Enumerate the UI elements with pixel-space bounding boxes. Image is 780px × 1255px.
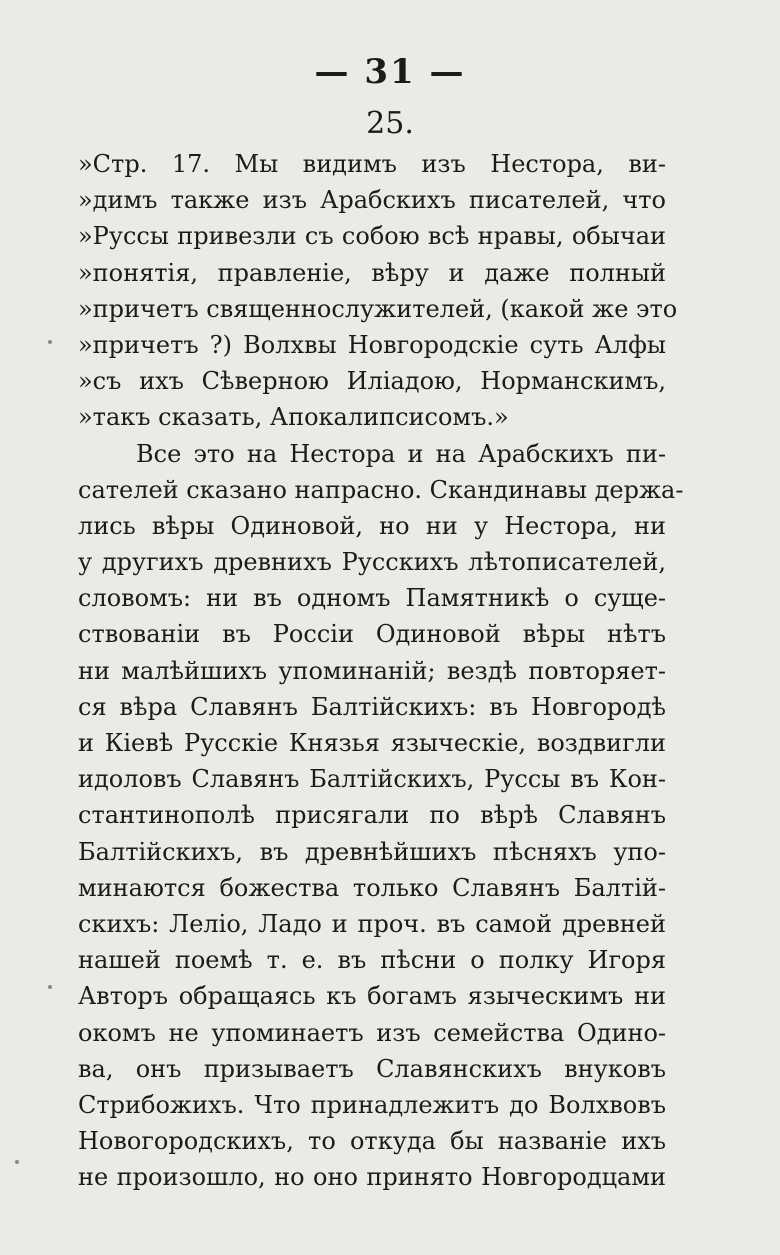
text-line: »димъ также изъ Арабскихъ писателей, что: [78, 186, 666, 215]
text-line: »причетъ священнослужителей, (какой же это: [78, 294, 678, 323]
text-line: »причетъ ?) Волхвы Новгородскіе суть Алфы: [78, 330, 666, 359]
text-line: »понятія, правленіе, вѣру и даже полный: [78, 258, 666, 287]
paragraph-first-line: Все это на Нестора и на Арабскихъ пи-: [136, 439, 666, 468]
paper-speck: [48, 985, 52, 989]
text-line: у другихъ древнихъ Русскихъ лѣтописателей,: [78, 548, 666, 577]
text-line: лись вѣры Одиновой, но ни у Нестора, ни: [78, 511, 666, 540]
text-line: не произошло, но оно принято Новгородцами: [78, 1163, 666, 1192]
text-line: минаются божества только Славянъ Балтій-: [78, 873, 666, 902]
page-text-body: [78, 146, 684, 1195]
paper-speck: [15, 1160, 19, 1164]
text-line: и Кіевѣ Русскіе Князья языческіе, воздвигли: [78, 729, 666, 757]
text-line: »такъ сказать, Апокалипсисомъ.»: [78, 403, 509, 432]
text-line: ствованіи въ Россіи Одиновой вѣры нѣтъ: [78, 620, 666, 649]
text-line: сателей сказано напрасно. Скандинавы держа-: [78, 475, 684, 504]
text-line: скихъ: Леліо, Ладо и проч. въ самой древней: [78, 909, 666, 938]
text-line: Стрибожихъ. Что принадлежитъ до Волхвовъ: [78, 1090, 666, 1119]
text-line: »Стр. 17. Мы видимъ изъ Нестора, ви-: [78, 150, 666, 178]
text-line: стантинополѣ присягали по вѣрѣ Славянъ: [78, 801, 666, 830]
text-line: ни малѣйшихъ упоминаній; вездѣ повторяет-: [78, 656, 666, 685]
text-line: Авторъ обращаясь къ богамъ языческимъ ни: [78, 982, 666, 1011]
text-line: Новогородскихъ, то откуда бы названіе ихъ: [78, 1127, 666, 1156]
text-line: нашей поемѣ т. е. въ пѣсни о полку Игоря: [78, 946, 666, 975]
note-number: 25.: [366, 106, 414, 141]
text-line: ся вѣра Славянъ Балтійскихъ: въ Новгородѣ: [78, 692, 666, 721]
text-line: »Руссы привезли съ собою всѣ нравы, обычаи: [78, 222, 666, 251]
text-line: словомъ: ни въ одномъ Памятникѣ о суще-: [78, 584, 666, 613]
text-line: »съ ихъ Сѣверною Иліадою, Норманскимъ,: [78, 367, 666, 396]
text-line: идоловъ Славянъ Балтійскихъ, Руссы въ Кон-: [78, 765, 666, 794]
text-line: Балтійскихъ, въ древнѣйшихъ пѣсняхъ упо-: [78, 837, 666, 866]
paper-speck: [48, 340, 52, 344]
text-line: ва, онъ призываетъ Славянскихъ внуковъ: [78, 1054, 666, 1083]
page-number-header: — 31 —: [314, 52, 466, 92]
text-line: окомъ не упоминаетъ изъ семейства Одино-: [78, 1018, 666, 1047]
